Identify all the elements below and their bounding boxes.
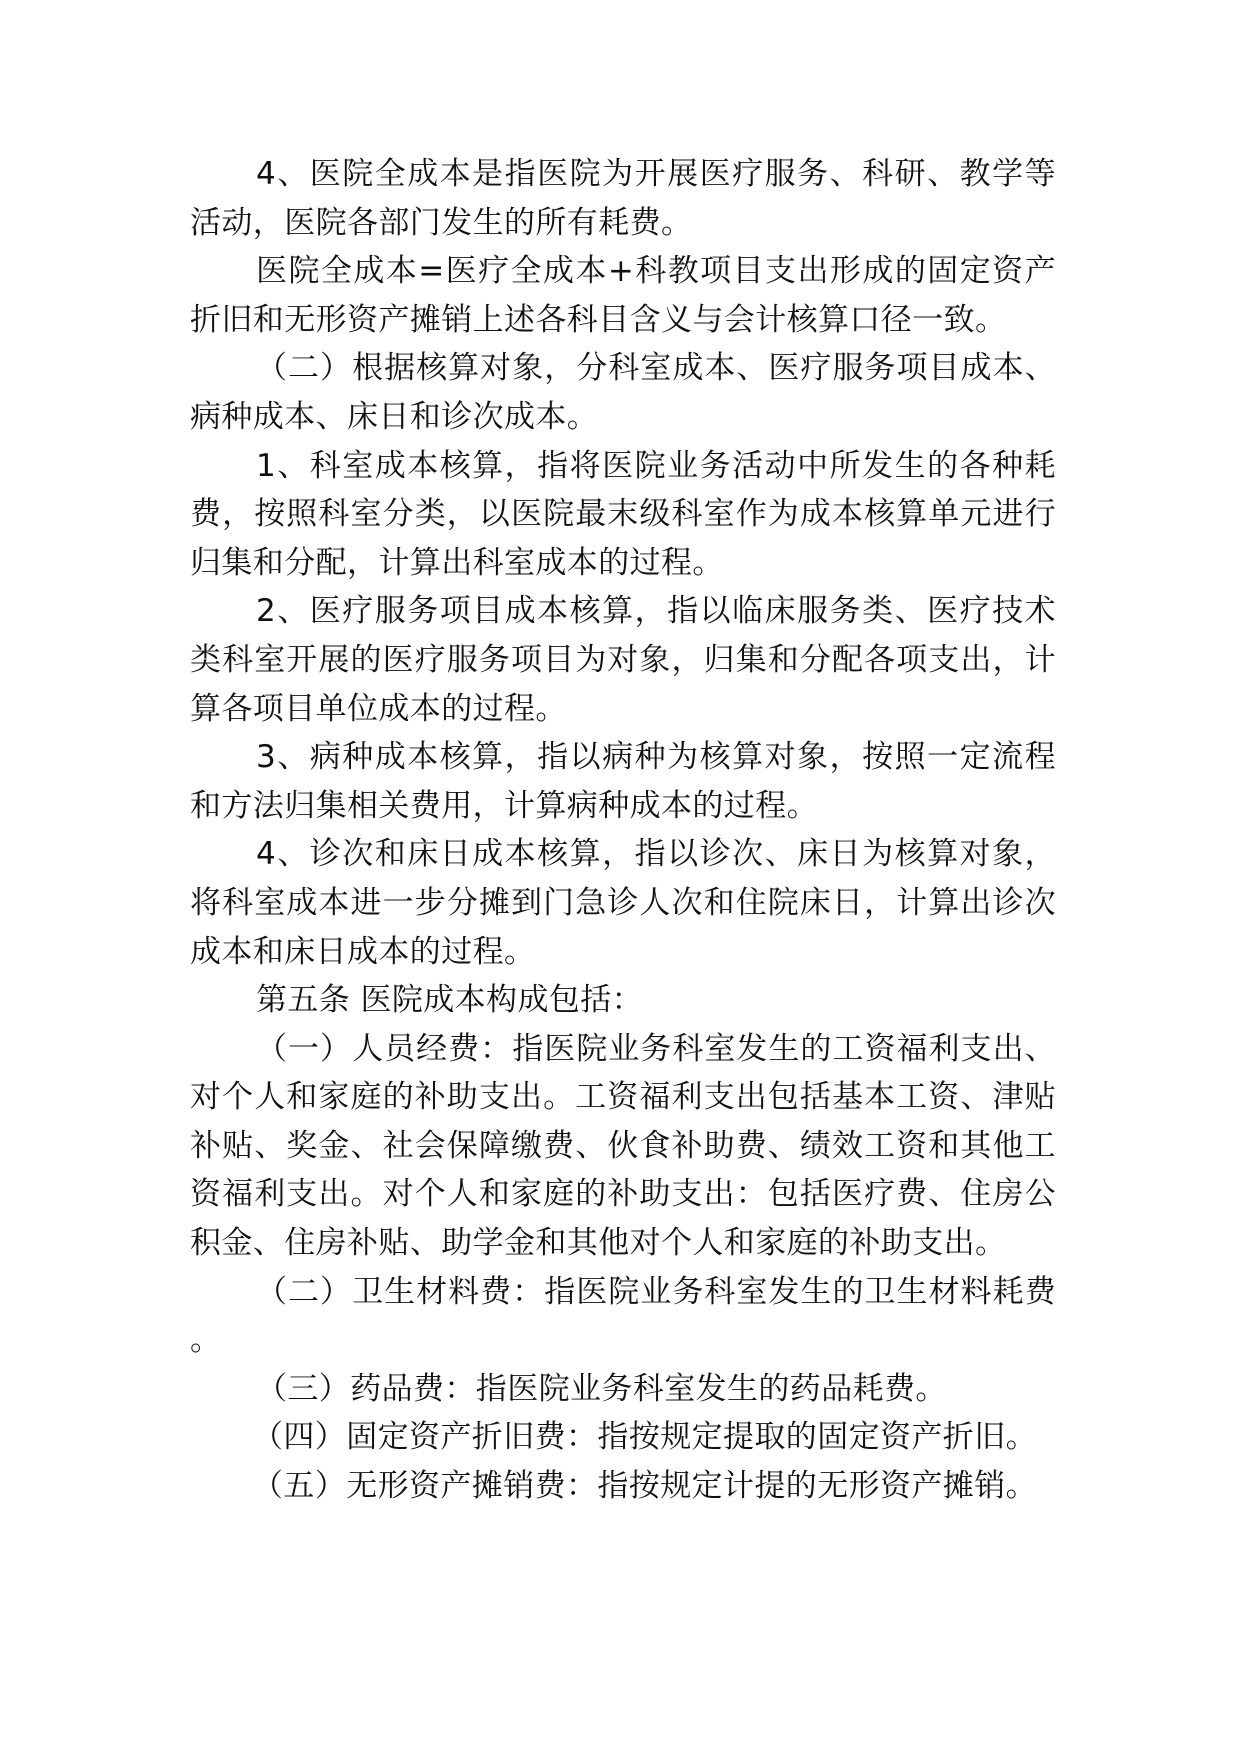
paragraph-drug-cost: （三）药品费：指医院业务科室发生的药品耗费。 xyxy=(256,1370,947,1407)
paragraph-visit-bedday-cost: 4、诊次和床日成本核算，指以诊次、床日为核算对象，将科室成本进一步分摊到门急诊人次和住院床日，计算出诊次成本和床日成本的过程。 xyxy=(190,836,1056,970)
paragraph-total-cost-formula: 医院全成本=医疗全成本+科教项目支出形成的固定资产折旧和无形资产摊销上述各科目含义与会计核算口径一致。 xyxy=(190,253,1056,338)
paragraph-fixed-asset-depreciation: （四）固定资产折旧费：指按规定提取的固定资产折旧。 xyxy=(252,1419,1037,1456)
paragraph-article-5-heading: 第五条 医院成本构成包括： xyxy=(256,982,644,1019)
paragraph-section-2-heading: （二）根据核算对象，分科室成本、医疗服务项目成本、病种成本、床日和诊次成本。 xyxy=(190,350,1056,435)
paragraph-total-cost-definition: 4、医院全成本是指医院为开展医疗服务、科研、教学等活动，医院各部门发生的所有耗费。 xyxy=(190,156,1056,241)
paragraph-medical-material-cost: （二）卫生材料费：指医院业务科室发生的卫生材料耗费。 xyxy=(190,1273,1056,1359)
paragraph-disease-cost: 3、病种成本核算，指以病种为核算对象，按照一定流程和方法归集相关费用，计算病种成本的过程。 xyxy=(190,739,1056,824)
paragraph-service-item-cost: 2、医疗服务项目成本核算，指以临床服务类、医疗技术类科室开展的医疗服务项目为对象，归集和分配各项支出，计算各项目单位成本的过程。 xyxy=(190,593,1056,727)
paragraph-personnel-cost: （一）人员经费：指医院业务科室发生的工资福利支出、对个人和家庭的补助支出。工资福利支出包括基本工资、津贴补贴、奖金、社会保障缴费、伙食补助费、绩效工资和其他工资福利支出。对个人和家庭的补助支出：包括医疗费、住房公积金、住房补贴、助学金和其他对个人和家庭的补助支出。 xyxy=(190,1030,1056,1262)
paragraph-intangible-asset-amortization: （五）无形资产摊销费：指按规定计提的无形资产摊销。 xyxy=(252,1468,1037,1505)
document-body xyxy=(190,150,1056,1511)
paragraph-department-cost: 1、科室成本核算，指将医院业务活动中所发生的各种耗费，按照科室分类，以医院最末级科室作为成本核算单元进行归集和分配，计算出科室成本的过程。 xyxy=(190,447,1056,581)
